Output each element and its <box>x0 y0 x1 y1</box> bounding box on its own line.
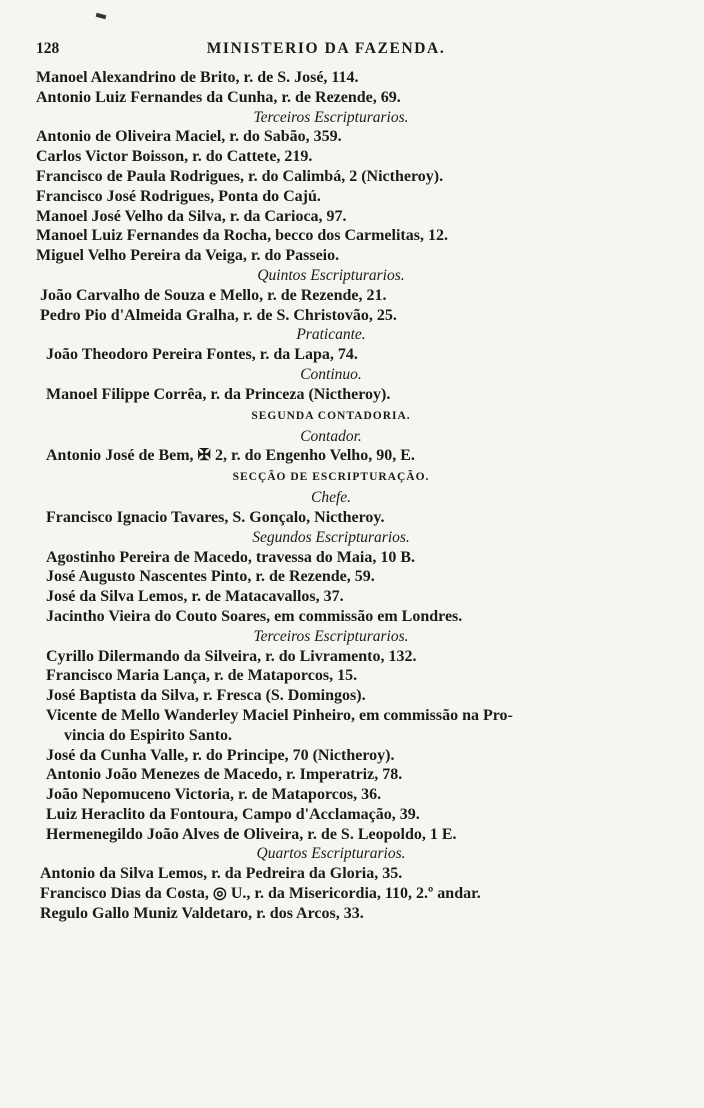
role-heading: Quintos Escripturarios. <box>257 266 405 284</box>
directory-entry: José da Cunha Valle, r. do Principe, 70 (Nictheroy). <box>46 746 395 764</box>
directory-entry: Francisco José Rodrigues, Ponta do Cajú. <box>36 187 321 205</box>
role-heading: Segundos Escripturarios. <box>252 528 410 546</box>
directory-entry: Regulo Gallo Muniz Valdetaro, r. dos Arcos, 33. <box>40 904 364 922</box>
running-title: MINISTERIO DA FAZENDA. <box>206 40 446 57</box>
directory-entry: Manoel Filippe Corrêa, r. da Princeza (Nictheroy). <box>46 385 391 403</box>
section-heading: SEGUNDA CONTADORIA. <box>251 409 411 422</box>
directory-entry: Jacintho Vieira do Couto Soares, em commissão em Londres. <box>46 607 463 625</box>
directory-entry: Vicente de Mello Wanderley Maciel Pinheiro, em commissão na Pro- <box>46 706 513 724</box>
role-heading: Contador. <box>300 427 362 445</box>
role-heading: Chefe. <box>310 489 352 507</box>
role-heading: Continuo. <box>300 365 362 383</box>
directory-entry: Miguel Velho Pereira da Veiga, r. do Passeio. <box>36 247 340 265</box>
directory-entry: Hermenegildo João Alves de Oliveira, r. de S. Leopoldo, 1 E. <box>46 825 457 843</box>
role-heading: Terceiros Escripturarios. <box>253 627 409 645</box>
role-heading: Terceiros Escripturarios. <box>253 108 409 126</box>
directory-entry: Antonio de Oliveira Maciel, r. do Sabão, 359. <box>36 128 342 146</box>
directory-entry: Manoel Alexandrino de Brito, r. de S. José, 114. <box>36 69 359 86</box>
directory-entry: Carlos Victor Boisson, r. do Cattete, 219. <box>36 148 313 166</box>
directory-entry: Antonio José de Bem, ✠ 2, r. do Engenho Velho, 90, E. <box>46 447 415 465</box>
directory-entry: Antonio da Silva Lemos, r. da Pedreira da Gloria, 35. <box>40 865 403 883</box>
directory-entry: Francisco Dias da Costa, ◎ U., r. da Misericordia, 110, 2.º andar. <box>40 885 481 903</box>
directory-entry: José Augusto Nascentes Pinto, r. de Rezende, 59. <box>46 568 375 586</box>
directory-entry: Manoel Luiz Fernandes da Rocha, becco dos Carmelitas, 12. <box>36 227 448 245</box>
ink-mark <box>96 13 107 19</box>
directory-entry: Pedro Pio d'Almeida Gralha, r. de S. Christovão, 25. <box>40 306 397 324</box>
directory-entry: João Nepomuceno Victoria, r. de Mataporcos, 36. <box>46 786 382 804</box>
directory-entry: Francisco de Paula Rodrigues, r. do Calimbá, 2 (Nictheroy). <box>36 167 444 185</box>
section-heading: SECÇÃO DE ESCRIPTURAÇÃO. <box>232 471 430 484</box>
directory-entry: João Carvalho de Souza e Mello, r. de Rezende, 21. <box>40 286 387 304</box>
directory-entry: José Baptista da Silva, r. Fresca (S. Domingos). <box>46 687 366 705</box>
page-number: 128 <box>36 40 60 57</box>
directory-listing <box>36 68 626 924</box>
directory-entry: Cyrillo Dilermando da Silveira, r. do Livramento, 132. <box>46 647 417 665</box>
role-heading: Quartos Escripturarios. <box>256 845 406 863</box>
page-header <box>36 40 616 64</box>
directory-entry: Agostinho Pereira de Macedo, travessa do Maia, 10 B. <box>46 548 415 566</box>
role-heading: Praticante. <box>296 326 366 344</box>
directory-entry: Antonio Luiz Fernandes da Cunha, r. de Rezende, 69. <box>36 88 401 106</box>
directory-entry: vincia do Espirito Santo. <box>64 726 233 744</box>
directory-entry: Luiz Heraclito da Fontoura, Campo d'Acclamação, 39. <box>46 805 420 823</box>
directory-entry: Francisco Ignacio Tavares, S. Gonçalo, Nictheroy. <box>46 508 385 526</box>
directory-entry: José da Silva Lemos, r. de Matacavallos, 37. <box>46 588 344 606</box>
directory-entry: Francisco Maria Lança, r. de Mataporcos, 15. <box>46 667 358 685</box>
directory-entry: Manoel José Velho da Silva, r. da Carioca, 97. <box>36 207 347 225</box>
directory-entry: Antonio João Menezes de Macedo, r. Imperatriz, 78. <box>46 766 403 784</box>
directory-entry: João Theodoro Pereira Fontes, r. da Lapa, 74. <box>46 346 358 364</box>
